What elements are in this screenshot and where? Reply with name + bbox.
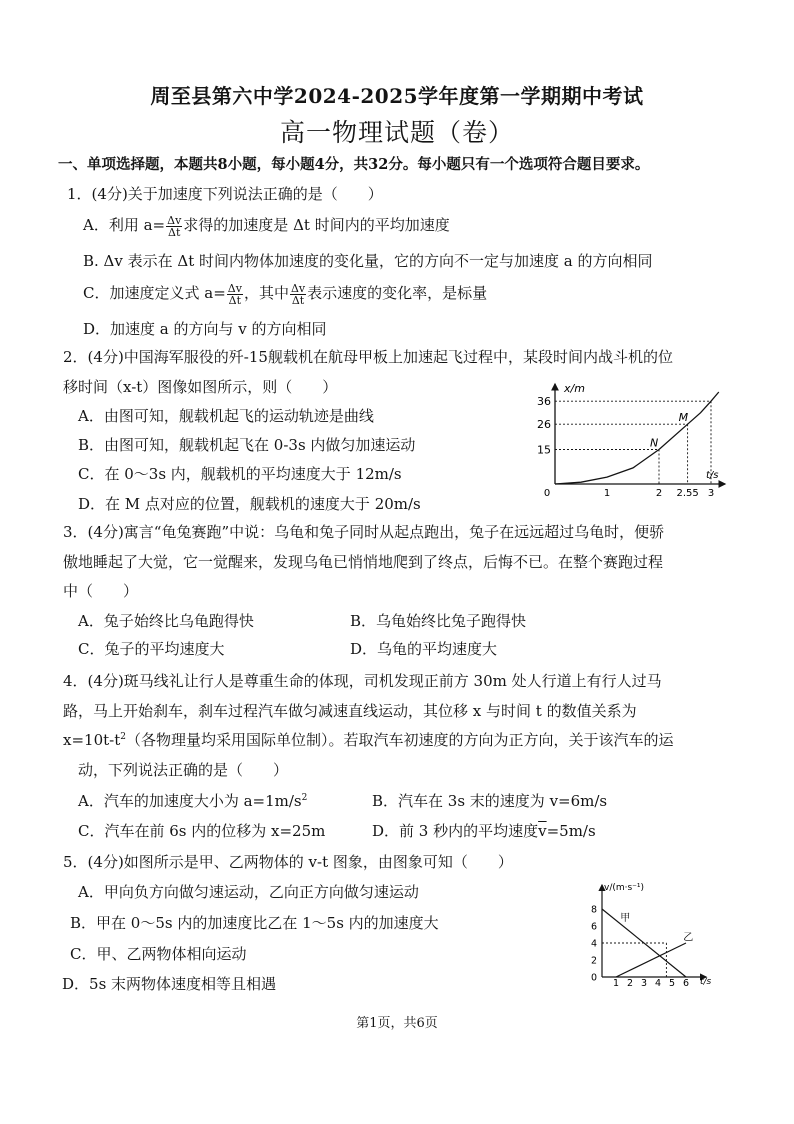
vt-graph: [582, 880, 722, 988]
q4-stem-line2: 路，马上开始刹车，刹车过程汽车做匀减速直线运动，其位移 x 与时间 t 的数值关系为: [63, 702, 637, 720]
x-tick-label: 6: [682, 978, 690, 988]
x-tick-label: 1: [612, 978, 620, 988]
frac-num: Δv: [290, 281, 306, 295]
frac-den: Δt: [168, 225, 181, 239]
q1-c-mid: ，其中: [243, 284, 289, 302]
q1-option-a: [83, 214, 450, 238]
q4-formula-exp: 2: [120, 732, 126, 742]
x-tick-label: 2: [655, 488, 663, 498]
frac-den: Δt: [291, 293, 305, 307]
y-tick-label: 2: [590, 955, 597, 967]
xt-graph: [530, 380, 730, 498]
q2-option-c: C．在 0～3s 内，舰载机的平均速度大于 12m/s: [78, 465, 402, 483]
fraction: [227, 283, 243, 306]
y-tick-label: 8: [590, 904, 597, 916]
q2-option-b: B．由图可知，舰载机起飞在 0-3s 内做匀加速运动: [78, 436, 416, 454]
q4-option-b: B．汽车在 3s 末的速度为 v=6m/s: [372, 792, 608, 810]
y-tick-label: 4: [590, 938, 597, 950]
q4-option-c: C．汽车在前 6s 内的位移为 x=25m: [78, 822, 326, 840]
q4-stem-line3-rest: （各物理量均采用国际单位制）。若取汽车初速度的方向为正方向，关于该汽车的运: [125, 731, 674, 749]
q1-option-b: B. Δv 表示在 Δt 时间内物体加速度的变化量，它的方向不一定与加速度 a 的方向相同: [83, 252, 653, 270]
frac-num: Δv: [167, 213, 182, 227]
frac-num: Δv: [227, 281, 242, 295]
x-tick-label: 2.55: [676, 488, 699, 498]
point-label: N: [650, 436, 659, 450]
q3-option-a: A．兔子始终比乌龟跑得快: [78, 612, 254, 630]
section-heading: 一、单项选择题，本题共8小题，每小题4分，共32分。每小题只有一个选项符合题目要求。: [58, 156, 650, 173]
q1-a-prefix: A．利用 a=: [83, 216, 166, 234]
q2-stem-line1: 2．(4分)中国海军服役的歼-15舰载机在航母甲板上加速起飞过程中，某段时间内战斗机的位: [63, 348, 673, 366]
q5-stem: 5．(4分)如图所示是甲、乙两物体的 v-t 图象，由图象可知（ ）: [63, 853, 513, 871]
q4-stem-line4: 动，下列说法正确的是（ ）: [78, 761, 289, 779]
y-axis-label: v/(m·s⁻¹): [604, 883, 645, 893]
x-tick-label: 3: [707, 488, 715, 498]
q3-stem-line1: 3．(4分)寓言“龟兔赛跑”中说：乌龟和兔子同时从起点跑出，兔子在远远超过乌龟时，便骄: [63, 523, 665, 541]
page-number: 第1页，共6页: [356, 1016, 438, 1031]
series-line: [555, 392, 719, 484]
frac-den: Δt: [228, 293, 242, 307]
q2-option-a: A．由图可知，舰载机起飞的运动轨迹是曲线: [78, 407, 374, 425]
q3-stem-line2: 傲地睡起了大觉，它一觉醒来，发现乌龟已悄悄地爬到了终点，后悔不已。在整个赛跑过程: [63, 553, 664, 571]
x-axis-label: t/s: [700, 977, 712, 987]
q5-option-c: C．甲、乙两物体相向运动: [70, 945, 247, 963]
y-tick-label: 26: [537, 418, 551, 432]
q4-d-vbar: $\overline{v}$: [538, 822, 547, 840]
q1-a-suffix: 求得的加速度是 Δt 时间内的平均加速度: [183, 216, 450, 234]
subject-title: 高一物理试题（卷）: [279, 118, 514, 147]
q5-option-d: D．5s 末两物体速度相等且相遇: [62, 975, 277, 993]
q2-option-d: D．在 M 点对应的位置，舰载机的速度大于 20m/s: [78, 495, 421, 513]
q1-option-d: D．加速度 a 的方向与 v 的方向相同: [83, 320, 327, 338]
q4-d-text: D．前 3 秒内的平均速度: [372, 822, 539, 840]
q3-stem-line3: 中（ ）: [63, 582, 139, 600]
q4-option-a: [78, 790, 307, 811]
x-tick-label: 3: [640, 978, 648, 988]
x-tick-label: 5: [668, 978, 676, 988]
q3-option-d: D．乌龟的平均速度大: [350, 640, 498, 658]
y-axis-label: x/m: [564, 382, 585, 395]
q2-stem-line2: 移时间（x-t）图像如图所示，则（ ）: [63, 378, 338, 396]
q3-option-b: B．乌龟始终比兔子跑得快: [350, 612, 527, 630]
q4-formula: x=10t-t: [63, 731, 121, 749]
y-tick-label: 0: [590, 972, 597, 984]
q5-option-b: B．甲在 0～5s 内的加速度比乙在 1～5s 内的加速度大: [70, 914, 439, 932]
x-tick-label: 2: [626, 978, 634, 988]
q3-option-c: C．兔子的平均速度大: [78, 640, 225, 658]
q4-a-text: A．汽车的加速度大小为 a=1m/s: [78, 792, 302, 810]
q4-stem-line1: 4．(4分)斑马线礼让行人是尊重生命的体现，司机发现正前方 30m 处人行道上有行人过马: [63, 672, 662, 690]
fraction: [290, 283, 306, 306]
x-axis-label: t/s: [706, 470, 719, 481]
y-tick-label: 15: [537, 443, 551, 457]
q4-option-d: [372, 820, 596, 841]
q4-a-exp: 2: [301, 793, 308, 803]
q4-d-value: =5m/s: [546, 822, 596, 840]
x-tick-label: 4: [654, 978, 662, 988]
series-label: 甲: [620, 912, 631, 924]
series-label: 乙: [683, 932, 694, 944]
point-label: M: [678, 411, 689, 425]
q1-stem: 1．(4分)关于加速度下列说法正确的是（ ）: [67, 185, 383, 203]
fraction: [166, 215, 182, 238]
school-title: 周至县第六中学2024-2025学年度第一学期期中考试: [150, 84, 644, 108]
y-tick-label: 36: [537, 395, 551, 409]
x-tick-label: 0: [543, 488, 551, 498]
y-tick-label: 6: [590, 921, 597, 933]
q1-c-suffix: 表示速度的变化率，是标量: [307, 284, 488, 302]
q1-c-prefix: C．加速度定义式 a=: [83, 284, 226, 302]
q4-stem-line3: [63, 729, 674, 750]
q5-option-a: A．甲向负方向做匀速运动，乙向正方向做匀速运动: [78, 883, 419, 901]
q1-option-c: [83, 282, 487, 306]
x-tick-label: 1: [603, 488, 611, 498]
